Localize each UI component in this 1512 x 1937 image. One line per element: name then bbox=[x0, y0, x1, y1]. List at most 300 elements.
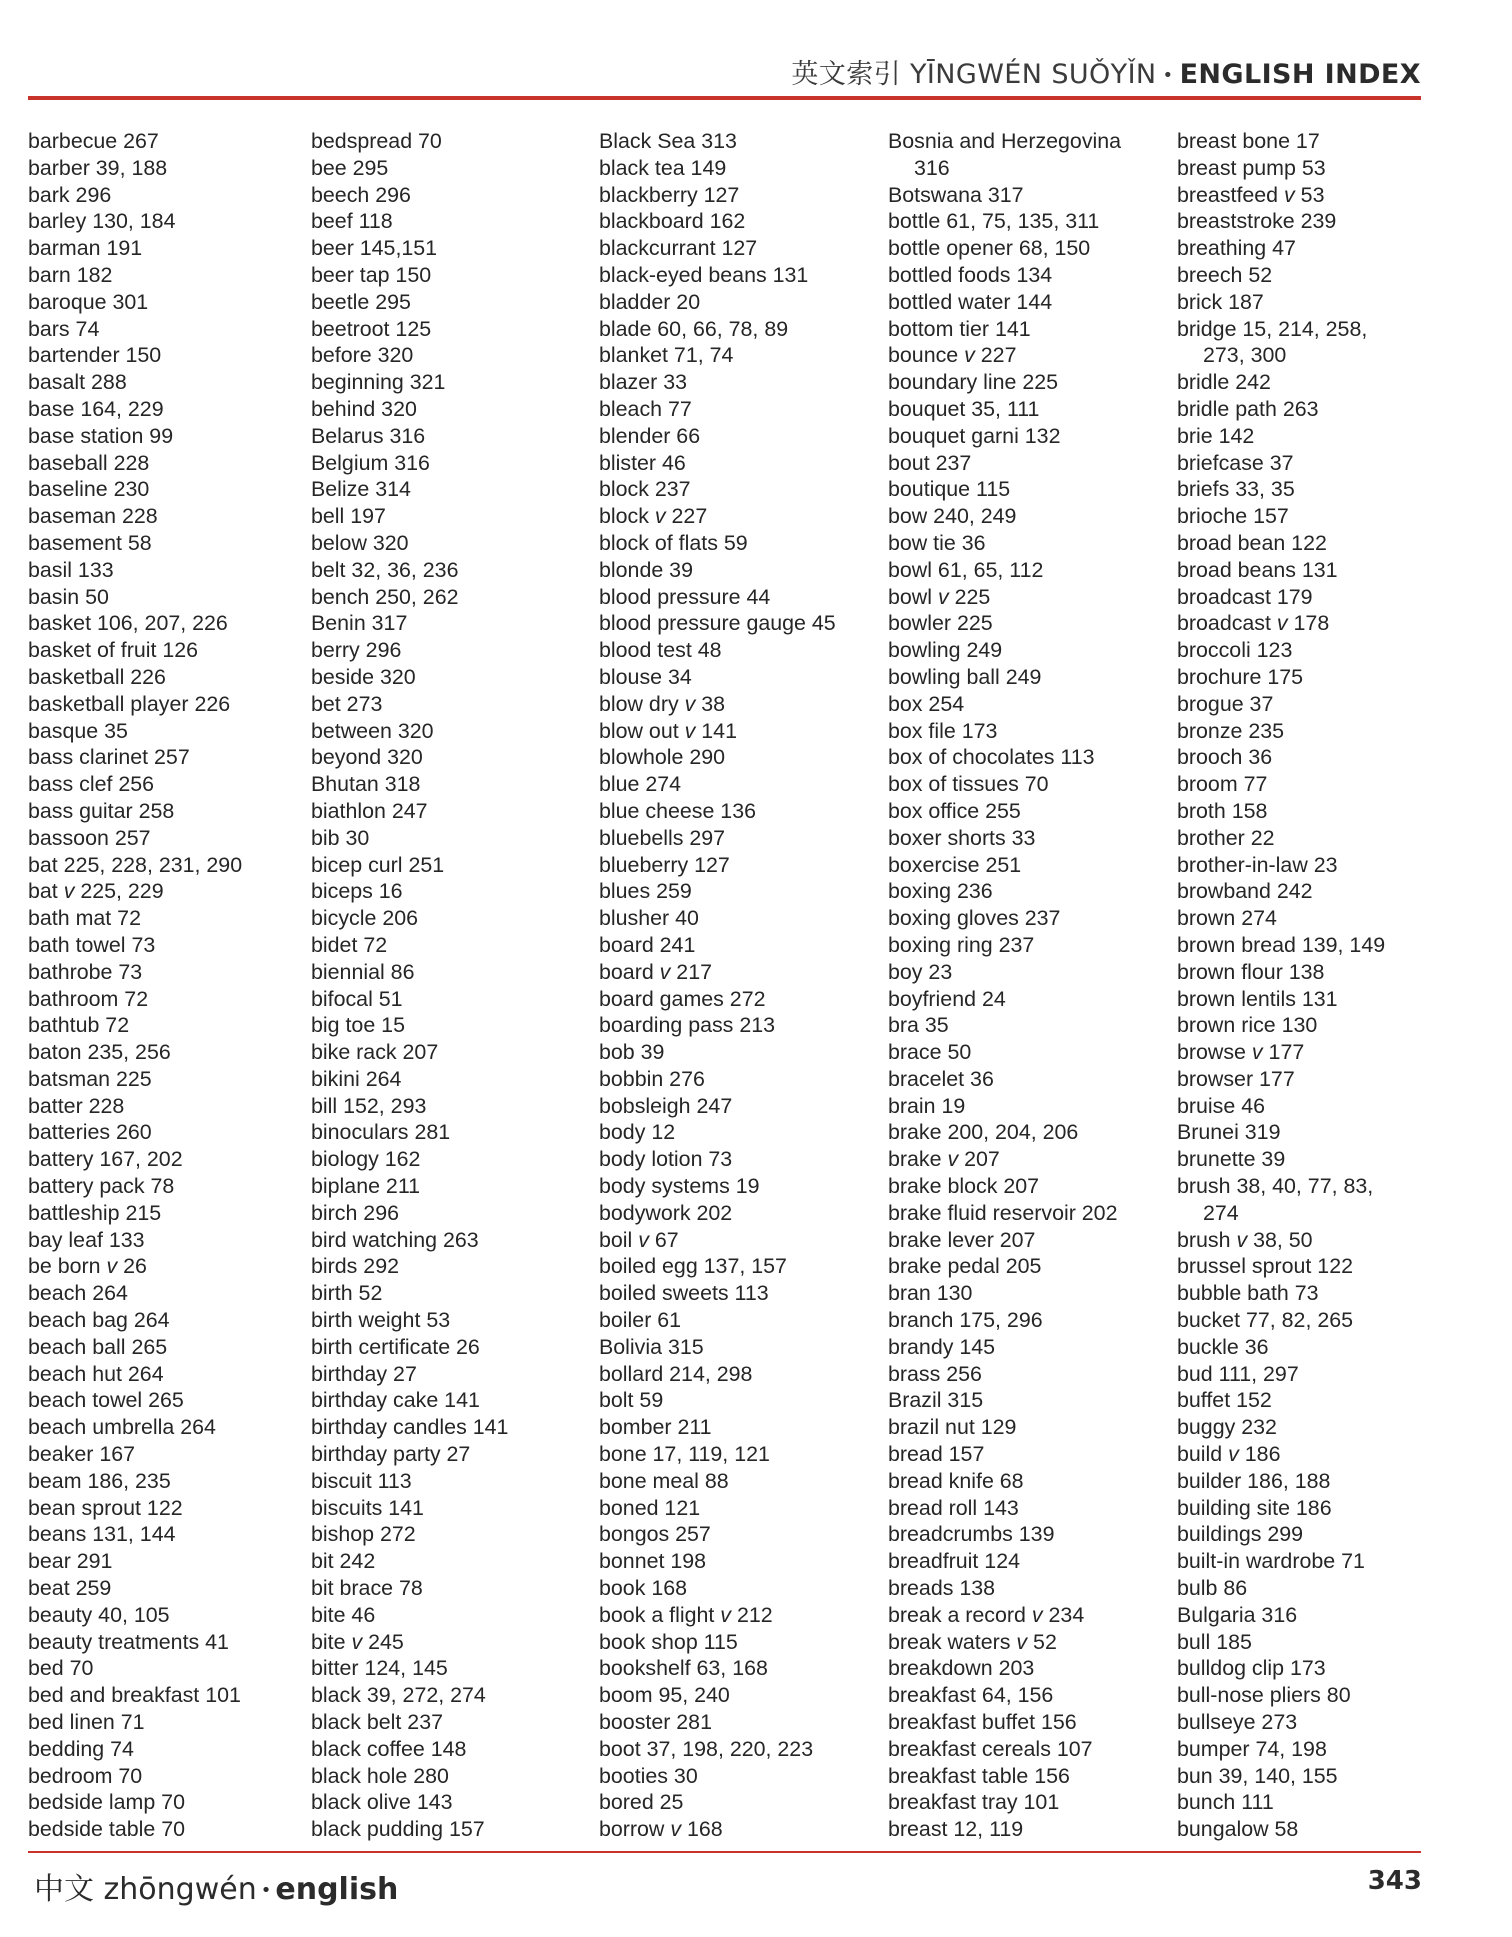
index-entry: briefs 33, 35 bbox=[1177, 477, 1295, 502]
index-entry: breakfast table 156 bbox=[888, 1763, 1070, 1788]
index-entry: black coffee 148 bbox=[311, 1736, 467, 1761]
index-entry: bobbin 276 bbox=[599, 1066, 705, 1091]
index-entry: board 241 bbox=[599, 932, 696, 957]
index-entry: between 320 bbox=[311, 718, 434, 743]
index-entry: below 320 bbox=[311, 530, 409, 555]
index-entry: blanket 71, 74 bbox=[599, 343, 734, 368]
index-entry: body lotion 73 bbox=[599, 1147, 733, 1172]
index-entry: bottle opener 68, 150 bbox=[888, 236, 1091, 261]
index-entry: basket 106, 207, 226 bbox=[28, 611, 228, 636]
index-entry: brown rice 130 bbox=[1177, 1013, 1318, 1038]
index-entry: baroque 301 bbox=[28, 289, 149, 314]
index-entry: bird watching 263 bbox=[311, 1227, 479, 1252]
index-entry: barman 191 bbox=[28, 236, 143, 261]
index-entry: Benin 317 bbox=[311, 611, 408, 636]
index-entry: bat 225, 228, 231, 290 bbox=[28, 852, 243, 877]
index-entry: bouquet garni 132 bbox=[888, 423, 1061, 448]
index-entry: block of flats 59 bbox=[599, 530, 748, 555]
index-entry: Bolivia 315 bbox=[599, 1334, 704, 1359]
index-entry: booster 281 bbox=[599, 1710, 712, 1735]
index-entry: brake v 207 bbox=[888, 1147, 1000, 1172]
index-entry: broadcast v 178 bbox=[1177, 611, 1330, 636]
index-entry: Belize 314 bbox=[311, 477, 411, 502]
index-entry: bowl v 225 bbox=[888, 584, 991, 609]
index-entry: boy 23 bbox=[888, 959, 953, 984]
page-header-title bbox=[791, 52, 1421, 88]
index-entry: bun 39, 140, 155 bbox=[1177, 1763, 1338, 1788]
index-entry: breakfast buffet 156 bbox=[888, 1710, 1077, 1735]
index-entry: Belgium 316 bbox=[311, 450, 430, 475]
index-entry: birth certificate 26 bbox=[311, 1334, 480, 1359]
header-separator: • bbox=[1162, 65, 1174, 86]
index-entry: be born v 26 bbox=[28, 1254, 147, 1279]
index-entry: bronze 235 bbox=[1177, 718, 1285, 743]
index-entry: bread 157 bbox=[888, 1442, 985, 1467]
index-entry: Belarus 316 bbox=[311, 423, 426, 448]
index-entry: biscuit 113 bbox=[311, 1468, 412, 1493]
index-entry: blade 60, 66, 78, 89 bbox=[599, 316, 789, 341]
index-entry: break a record v 234 bbox=[888, 1602, 1085, 1627]
index-entry: bishop 272 bbox=[311, 1522, 416, 1547]
index-entry: basketball 226 bbox=[28, 664, 166, 689]
index-entry: birth weight 53 bbox=[311, 1308, 451, 1333]
index-entry: beech 296 bbox=[311, 182, 411, 207]
index-entry: blood test 48 bbox=[599, 638, 722, 663]
index-entry: bath towel 73 bbox=[28, 932, 156, 957]
index-entry: bow 240, 249 bbox=[888, 504, 1017, 529]
index-entry: bulb 86 bbox=[1177, 1576, 1248, 1601]
index-entry: bartender 150 bbox=[28, 343, 162, 368]
index-entry: blender 66 bbox=[599, 423, 701, 448]
index-entry: boxing 236 bbox=[888, 879, 993, 904]
index-entry: blues 259 bbox=[599, 879, 692, 904]
index-entry: brochure 175 bbox=[1177, 664, 1304, 689]
index-entry: biology 162 bbox=[311, 1147, 421, 1172]
index-entry: brass 256 bbox=[888, 1361, 982, 1386]
index-entry: binoculars 281 bbox=[311, 1120, 451, 1145]
index-entry: bifocal 51 bbox=[311, 986, 403, 1011]
footer-english: english bbox=[275, 1872, 399, 1907]
index-entry: black tea 149 bbox=[599, 155, 727, 180]
index-entry: building site 186 bbox=[1177, 1495, 1332, 1520]
index-entry: bike rack 207 bbox=[311, 1040, 439, 1065]
index-entry: bracelet 36 bbox=[888, 1066, 994, 1091]
index-entry: black pudding 157 bbox=[311, 1817, 485, 1842]
index-entry: bill 152, 293 bbox=[311, 1093, 427, 1118]
index-entry: beetroot 125 bbox=[311, 316, 432, 341]
index-entry: browse v 177 bbox=[1177, 1040, 1305, 1065]
index-entry: biennial 86 bbox=[311, 959, 415, 984]
index-entry: battery pack 78 bbox=[28, 1174, 175, 1199]
index-entry: bow tie 36 bbox=[888, 530, 986, 555]
index-entry: blowhole 290 bbox=[599, 745, 726, 770]
index-entry: batsman 225 bbox=[28, 1066, 152, 1091]
index-column-4 bbox=[888, 128, 1172, 1843]
footer-separator: • bbox=[260, 1880, 272, 1901]
index-entry: breakfast 64, 156 bbox=[888, 1683, 1054, 1708]
index-entry: bruise 46 bbox=[1177, 1093, 1265, 1118]
index-entry: bite v 245 bbox=[311, 1629, 404, 1654]
index-entry: blood pressure gauge 45 bbox=[599, 611, 836, 636]
index-entry: bonnet 198 bbox=[599, 1549, 707, 1574]
index-entry: breathing 47 bbox=[1177, 236, 1296, 261]
index-entry: baseball 228 bbox=[28, 450, 150, 475]
index-entry: beach umbrella 264 bbox=[28, 1415, 216, 1440]
index-entry: bat v 225, 229 bbox=[28, 879, 164, 904]
index-entry: briefcase 37 bbox=[1177, 450, 1294, 475]
index-entry: barley 130, 184 bbox=[28, 209, 176, 234]
index-entry: book 168 bbox=[599, 1576, 688, 1601]
index-entry: browser 177 bbox=[1177, 1066, 1295, 1091]
index-entry: breadfruit 124 bbox=[888, 1549, 1020, 1574]
index-entry: brandy 145 bbox=[888, 1334, 996, 1359]
index-entry: beetle 295 bbox=[311, 289, 411, 314]
index-entry: boundary line 225 bbox=[888, 370, 1059, 395]
index-entry: boxing ring 237 bbox=[888, 932, 1035, 957]
index-entry: bidet 72 bbox=[311, 932, 388, 957]
index-entry: beyond 320 bbox=[311, 745, 423, 770]
index-entry: bean sprout 122 bbox=[28, 1495, 183, 1520]
index-entry: batter 228 bbox=[28, 1093, 125, 1118]
index-column-1 bbox=[28, 128, 312, 1843]
index-entry: buffet 152 bbox=[1177, 1388, 1272, 1413]
index-entry: base 164, 229 bbox=[28, 396, 164, 421]
index-entry: box office 255 bbox=[888, 798, 1021, 823]
index-entry: brush v 38, 50 bbox=[1177, 1227, 1313, 1252]
index-entry: broad bean 122 bbox=[1177, 530, 1327, 555]
index-entry: basil 133 bbox=[28, 557, 114, 582]
index-entry: bleach 77 bbox=[599, 396, 692, 421]
index-entry: behind 320 bbox=[311, 396, 417, 421]
footer-chinese: 中文 bbox=[34, 1872, 94, 1907]
index-entry: black 39, 272, 274 bbox=[311, 1683, 486, 1708]
index-entry: bet 273 bbox=[311, 691, 383, 716]
index-entry: beginning 321 bbox=[311, 370, 446, 395]
index-entry: breadcrumbs 139 bbox=[888, 1522, 1055, 1547]
index-entry: boot 37, 198, 220, 223 bbox=[599, 1736, 814, 1761]
index-entry: birthday party 27 bbox=[311, 1442, 471, 1467]
index-entry: bone 17, 119, 121 bbox=[599, 1442, 770, 1467]
index-entry: bobsleigh 247 bbox=[599, 1093, 733, 1118]
index-entry: bucket 77, 82, 265 bbox=[1177, 1308, 1354, 1333]
index-entry: bread roll 143 bbox=[888, 1495, 1019, 1520]
index-entry: blouse 34 bbox=[599, 664, 692, 689]
index-entry: broom 77 bbox=[1177, 772, 1268, 797]
index-entry: bridle path 263 bbox=[1177, 396, 1319, 421]
index-entry: bathroom 72 bbox=[28, 986, 149, 1011]
index-entry: Bosnia and Herzegovina bbox=[888, 129, 1122, 153]
index-entry: black belt 237 bbox=[311, 1710, 443, 1735]
index-entry: bark 296 bbox=[28, 182, 112, 207]
index-entry: boiled sweets 113 bbox=[599, 1281, 769, 1306]
index-entry: break waters v 52 bbox=[888, 1629, 1057, 1654]
index-entry: baseman 228 bbox=[28, 504, 158, 529]
index-entry: beach 264 bbox=[28, 1281, 128, 1306]
index-entry: bit 242 bbox=[311, 1549, 376, 1574]
index-entry: bottom tier 141 bbox=[888, 316, 1031, 341]
index-entry: breakfast cereals 107 bbox=[888, 1736, 1093, 1761]
index-entry: bungalow 58 bbox=[1177, 1817, 1299, 1842]
index-entry: body systems 19 bbox=[599, 1174, 760, 1199]
index-entry: 273, 300 bbox=[1203, 343, 1287, 368]
index-entry: bicep curl 251 bbox=[311, 852, 445, 877]
index-entry: brunette 39 bbox=[1177, 1147, 1286, 1172]
index-entry: barber 39, 188 bbox=[28, 155, 168, 180]
index-entry: batteries 260 bbox=[28, 1120, 152, 1145]
index-entry: basalt 288 bbox=[28, 370, 127, 395]
index-entry: bed 70 bbox=[28, 1656, 94, 1681]
index-entry: bedroom 70 bbox=[28, 1763, 143, 1788]
index-entry: bridle 242 bbox=[1177, 370, 1271, 395]
index-entry: bay leaf 133 bbox=[28, 1227, 145, 1252]
index-entry: bass guitar 258 bbox=[28, 798, 175, 823]
index-entry: Black Sea 313 bbox=[599, 129, 737, 153]
index-column-2 bbox=[311, 128, 595, 1843]
index-entry: bladder 20 bbox=[599, 289, 701, 314]
index-entry: breast 12, 119 bbox=[888, 1817, 1024, 1842]
index-entry: blonde 39 bbox=[599, 557, 693, 582]
index-entry: 316 bbox=[914, 155, 950, 180]
index-entry: booties 30 bbox=[599, 1763, 698, 1788]
index-entry: before 320 bbox=[311, 343, 414, 368]
index-entry: battery 167, 202 bbox=[28, 1147, 183, 1172]
index-entry: broad beans 131 bbox=[1177, 557, 1338, 582]
index-entry: bumper 74, 198 bbox=[1177, 1736, 1327, 1761]
index-entry: boyfriend 24 bbox=[888, 986, 1006, 1011]
index-entry: board v 217 bbox=[599, 959, 712, 984]
header-pinyin: YĪNGWÉN SUǑYǏN bbox=[910, 59, 1157, 90]
index-entry: box of tissues 70 bbox=[888, 772, 1049, 797]
index-entry: black hole 280 bbox=[311, 1763, 449, 1788]
index-entry: brogue 37 bbox=[1177, 691, 1274, 716]
footer-title bbox=[34, 1864, 398, 1908]
index-entry: brick 187 bbox=[1177, 289, 1264, 314]
index-entry: bedspread 70 bbox=[311, 129, 442, 153]
index-entry: Brunei 319 bbox=[1177, 1120, 1281, 1145]
index-entry: bra 35 bbox=[888, 1013, 949, 1038]
index-entry: basque 35 bbox=[28, 718, 128, 743]
index-entry: brake fluid reservoir 202 bbox=[888, 1200, 1118, 1225]
index-entry: brake block 207 bbox=[888, 1174, 1040, 1199]
index-entry: breakfast tray 101 bbox=[888, 1790, 1060, 1815]
index-entry: bowl 61, 65, 112 bbox=[888, 557, 1044, 582]
footer-rule bbox=[28, 1851, 1421, 1853]
index-entry: beam 186, 235 bbox=[28, 1468, 171, 1493]
index-entry: body 12 bbox=[599, 1120, 676, 1145]
index-entry: boiled egg 137, 157 bbox=[599, 1254, 787, 1279]
index-entry: bud 111, 297 bbox=[1177, 1361, 1299, 1386]
index-entry: belt 32, 36, 236 bbox=[311, 557, 459, 582]
header-rule bbox=[28, 96, 1421, 100]
index-entry: boiler 61 bbox=[599, 1308, 682, 1333]
index-entry: block v 227 bbox=[599, 504, 708, 529]
index-entry: biceps 16 bbox=[311, 879, 403, 904]
index-entry: brush 38, 40, 77, 83, bbox=[1177, 1174, 1374, 1199]
index-entry: built-in wardrobe 71 bbox=[1177, 1549, 1365, 1574]
index-entry: bowling ball 249 bbox=[888, 664, 1042, 689]
header-english: ENGLISH INDEX bbox=[1179, 59, 1421, 90]
index-entry: bedding 74 bbox=[28, 1736, 134, 1761]
index-entry: Brazil 315 bbox=[888, 1388, 984, 1413]
index-entry: brown 274 bbox=[1177, 906, 1277, 931]
index-entry: beach bag 264 bbox=[28, 1308, 170, 1333]
index-entry: baton 235, 256 bbox=[28, 1040, 171, 1065]
index-entry: brown bread 139, 149 bbox=[1177, 932, 1386, 957]
index-entry: brake pedal 205 bbox=[888, 1254, 1042, 1279]
index-entry: brooch 36 bbox=[1177, 745, 1273, 770]
index-entry: bottle 61, 75, 135, 311 bbox=[888, 209, 1100, 234]
index-entry: brazil nut 129 bbox=[888, 1415, 1017, 1440]
index-entry: barn 182 bbox=[28, 262, 113, 287]
index-entry: boxer shorts 33 bbox=[888, 825, 1036, 850]
index-entry: biathlon 247 bbox=[311, 798, 428, 823]
index-entry: basement 58 bbox=[28, 530, 152, 555]
index-entry: bit brace 78 bbox=[311, 1576, 423, 1601]
index-entry: book a flight v 212 bbox=[599, 1602, 773, 1627]
index-entry: bench 250, 262 bbox=[311, 584, 459, 609]
index-entry: broth 158 bbox=[1177, 798, 1268, 823]
index-entry: bulldog clip 173 bbox=[1177, 1656, 1326, 1681]
index-entry: bread knife 68 bbox=[888, 1468, 1024, 1493]
index-entry: blow dry v 38 bbox=[599, 691, 726, 716]
index-entry: blow out v 141 bbox=[599, 718, 737, 743]
index-entry: blusher 40 bbox=[599, 906, 699, 931]
index-entry: bluebells 297 bbox=[599, 825, 726, 850]
index-entry: bouquet 35, 111 bbox=[888, 396, 1040, 421]
index-entry: builder 186, 188 bbox=[1177, 1468, 1331, 1493]
index-entry: brake 200, 204, 206 bbox=[888, 1120, 1079, 1145]
index-entry: birthday candles 141 bbox=[311, 1415, 509, 1440]
index-entry: birch 296 bbox=[311, 1200, 399, 1225]
index-entry: bottled water 144 bbox=[888, 289, 1053, 314]
index-entry: bounce v 227 bbox=[888, 343, 1017, 368]
index-column-5 bbox=[1177, 128, 1461, 1843]
index-entry: blackboard 162 bbox=[599, 209, 746, 234]
index-entry: borrow v 168 bbox=[599, 1817, 723, 1842]
index-entry: black olive 143 bbox=[311, 1790, 453, 1815]
index-entry: brown lentils 131 bbox=[1177, 986, 1338, 1011]
index-entry: brother-in-law 23 bbox=[1177, 852, 1338, 877]
index-entry: blackcurrant 127 bbox=[599, 236, 758, 261]
index-entry: bib 30 bbox=[311, 825, 370, 850]
index-entry: blueberry 127 bbox=[599, 852, 730, 877]
index-entry: bowling 249 bbox=[888, 638, 1003, 663]
index-entry: basket of fruit 126 bbox=[28, 638, 199, 663]
index-entry: buildings 299 bbox=[1177, 1522, 1304, 1547]
index-entry: bout 237 bbox=[888, 450, 972, 475]
index-entry: bedside lamp 70 bbox=[28, 1790, 185, 1815]
index-entry: bull-nose pliers 80 bbox=[1177, 1683, 1351, 1708]
index-entry: bite 46 bbox=[311, 1602, 376, 1627]
index-entry: beach hut 264 bbox=[28, 1361, 164, 1386]
index-entry: brussel sprout 122 bbox=[1177, 1254, 1353, 1279]
index-entry: boil v 67 bbox=[599, 1227, 679, 1252]
header-chinese: 英文索引 bbox=[791, 59, 902, 90]
index-entry: boxing gloves 237 bbox=[888, 906, 1061, 931]
index-entry: bob 39 bbox=[599, 1040, 665, 1065]
index-entry: beside 320 bbox=[311, 664, 416, 689]
index-entry: bell 197 bbox=[311, 504, 386, 529]
index-entry: blister 46 bbox=[599, 450, 686, 475]
footer-pinyin: zhōngwén bbox=[103, 1872, 257, 1907]
index-entry: box of chocolates 113 bbox=[888, 745, 1095, 770]
index-entry: biscuits 141 bbox=[311, 1495, 424, 1520]
index-entry: beauty treatments 41 bbox=[28, 1629, 229, 1654]
index-entry: breech 52 bbox=[1177, 262, 1273, 287]
index-entry: baseline 230 bbox=[28, 477, 150, 502]
index-entry: berry 296 bbox=[311, 638, 402, 663]
index-entry: biplane 211 bbox=[311, 1174, 421, 1199]
index-entry: brain 19 bbox=[888, 1093, 966, 1118]
index-entry: basin 50 bbox=[28, 584, 109, 609]
index-entry: breaststroke 239 bbox=[1177, 209, 1337, 234]
index-entry: 274 bbox=[1203, 1200, 1239, 1225]
index-entry: breast bone 17 bbox=[1177, 129, 1320, 153]
index-entry: beach ball 265 bbox=[28, 1334, 168, 1359]
index-entry: bitter 124, 145 bbox=[311, 1656, 448, 1681]
index-entry: brother 22 bbox=[1177, 825, 1275, 850]
index-entry: bed and breakfast 101 bbox=[28, 1683, 241, 1708]
index-entry: black-eyed beans 131 bbox=[599, 262, 809, 287]
index-entry: battleship 215 bbox=[28, 1200, 162, 1225]
index-entry: beer tap 150 bbox=[311, 262, 432, 287]
index-entry: bass clarinet 257 bbox=[28, 745, 190, 770]
index-entry: buggy 232 bbox=[1177, 1415, 1277, 1440]
index-entry: beauty 40, 105 bbox=[28, 1602, 170, 1627]
index-entry: breastfeed v 53 bbox=[1177, 182, 1325, 207]
index-entry: boarding pass 213 bbox=[599, 1013, 776, 1038]
index-entry: bars 74 bbox=[28, 316, 100, 341]
index-entry: bear 291 bbox=[28, 1549, 113, 1574]
index-entry: Bhutan 318 bbox=[311, 772, 421, 797]
index-entry: blazer 33 bbox=[599, 370, 687, 395]
index-entry: blue 274 bbox=[599, 772, 682, 797]
index-entry: brake lever 207 bbox=[888, 1227, 1036, 1252]
index-entry: bee 295 bbox=[311, 155, 389, 180]
index-entry: birds 292 bbox=[311, 1254, 399, 1279]
index-entry: bass clef 256 bbox=[28, 772, 155, 797]
page-number: 343 bbox=[1367, 1866, 1422, 1896]
index-entry: boned 121 bbox=[599, 1495, 701, 1520]
index-entry: box 254 bbox=[888, 691, 965, 716]
index-entry: bomber 211 bbox=[599, 1415, 712, 1440]
index-entry: bottled foods 134 bbox=[888, 262, 1053, 287]
index-column-3 bbox=[599, 128, 883, 1843]
index-entry: bolt 59 bbox=[599, 1388, 664, 1413]
index-entry: Botswana 317 bbox=[888, 182, 1024, 207]
index-entry: bathtub 72 bbox=[28, 1013, 130, 1038]
index-entry: breast pump 53 bbox=[1177, 155, 1326, 180]
index-entry: boxercise 251 bbox=[888, 852, 1022, 877]
index-entry: bowler 225 bbox=[888, 611, 993, 636]
index-entry: bassoon 257 bbox=[28, 825, 151, 850]
index-entry: browband 242 bbox=[1177, 879, 1313, 904]
index-entry: blue cheese 136 bbox=[599, 798, 756, 823]
index-entry: block 237 bbox=[599, 477, 691, 502]
index-entry: build v 186 bbox=[1177, 1442, 1281, 1467]
index-entry: bookshelf 63, 168 bbox=[599, 1656, 768, 1681]
index-entry: beat 259 bbox=[28, 1576, 112, 1601]
index-entry: basketball player 226 bbox=[28, 691, 231, 716]
index-entry: brown flour 138 bbox=[1177, 959, 1325, 984]
index-entry: bollard 214, 298 bbox=[599, 1361, 753, 1386]
index-entry: beach towel 265 bbox=[28, 1388, 184, 1413]
index-entry: bunch 111 bbox=[1177, 1790, 1274, 1815]
index-entry: bone meal 88 bbox=[599, 1468, 729, 1493]
index-entry: bedside table 70 bbox=[28, 1817, 185, 1842]
index-entry: bed linen 71 bbox=[28, 1710, 145, 1735]
index-entry: beaker 167 bbox=[28, 1442, 136, 1467]
